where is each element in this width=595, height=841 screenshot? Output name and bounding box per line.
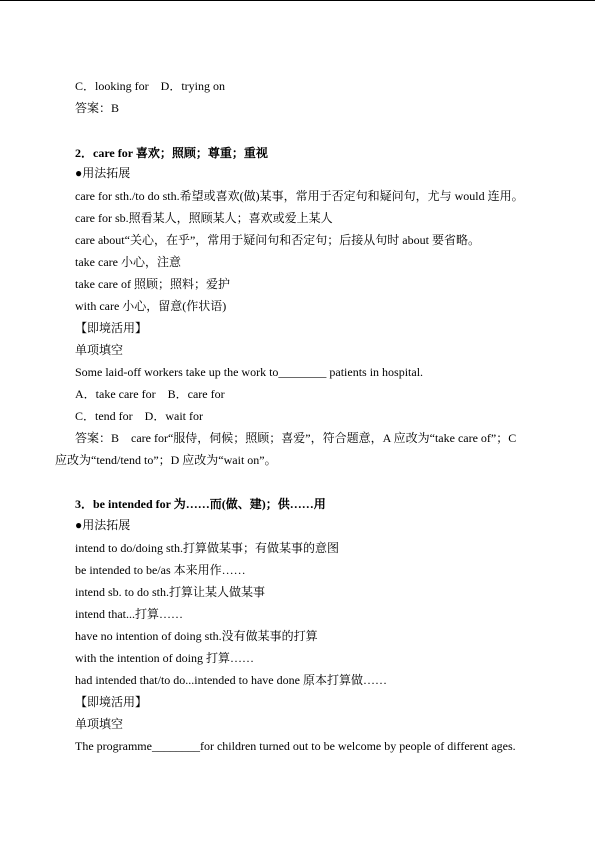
text-line: A．take care for B．care for (75, 387, 225, 401)
text-line: Some laid-off workers take up the work to________ patients in hospital. (75, 365, 424, 379)
section-heading: 3．be intended for 为……而(做、建)；供……用 (75, 497, 326, 511)
text-line: with care 小心，留意(作状语) (75, 299, 227, 313)
text-line: ●用法拓展 (75, 518, 131, 532)
text-line: ●用法拓展 (75, 166, 131, 180)
text-line: have no intention of doing sth.没有做某事的打算 (75, 629, 318, 643)
text-line: 答案：B care for“服侍，伺候；照顾；喜爱”，符合题意，A 应改为“take care of”；C (75, 431, 517, 445)
text-line: 【即境活用】 (75, 695, 148, 709)
text-line: intend that...打算…… (75, 607, 183, 621)
text-line: intend sb. to do sth.打算让某人做某事 (75, 585, 266, 599)
text-line: 【即境活用】 (75, 321, 148, 335)
text-line: care about“关心，在乎”，常用于疑问句和否定句；后接从句时 about 要省略。 (75, 233, 480, 247)
text-line: with the intention of doing 打算…… (75, 651, 254, 665)
section-heading: 2．care for 喜欢；照顾；尊重；重视 (75, 146, 268, 160)
text-line: care for sth./to do sth.希望或喜欢(做)某事，常用于否定句和疑问句，尤与 would 连用。 (75, 189, 524, 203)
text-line: care for sb.照看某人，照顾某人；喜欢或爱上某人 (75, 211, 333, 225)
text-line: C．tend for D．wait for (75, 409, 203, 423)
text-line: take care 小心，注意 (75, 255, 181, 269)
text-line: intend to do/doing sth.打算做某事；有做某事的意图 (75, 541, 340, 555)
top-rule (0, 0, 595, 1)
text-line: had intended that/to do...intended to have done 原本打算做…… (75, 673, 387, 687)
text-line: 单项填空 (75, 717, 124, 731)
text-line: be intended to be/as 本来用作…… (75, 563, 246, 577)
text-line: 答案：B (75, 101, 120, 115)
text-line: C．looking for D．trying on (75, 79, 225, 93)
text-line: 单项填空 (75, 343, 124, 357)
text-line: The programme________for children turned out to be welcome by people of different ages. (75, 739, 516, 753)
text-line: take care of 照顾；照料；爱护 (75, 277, 230, 291)
text-line: 应改为“tend/tend to”；D 应改为“wait on”。 (55, 453, 277, 467)
